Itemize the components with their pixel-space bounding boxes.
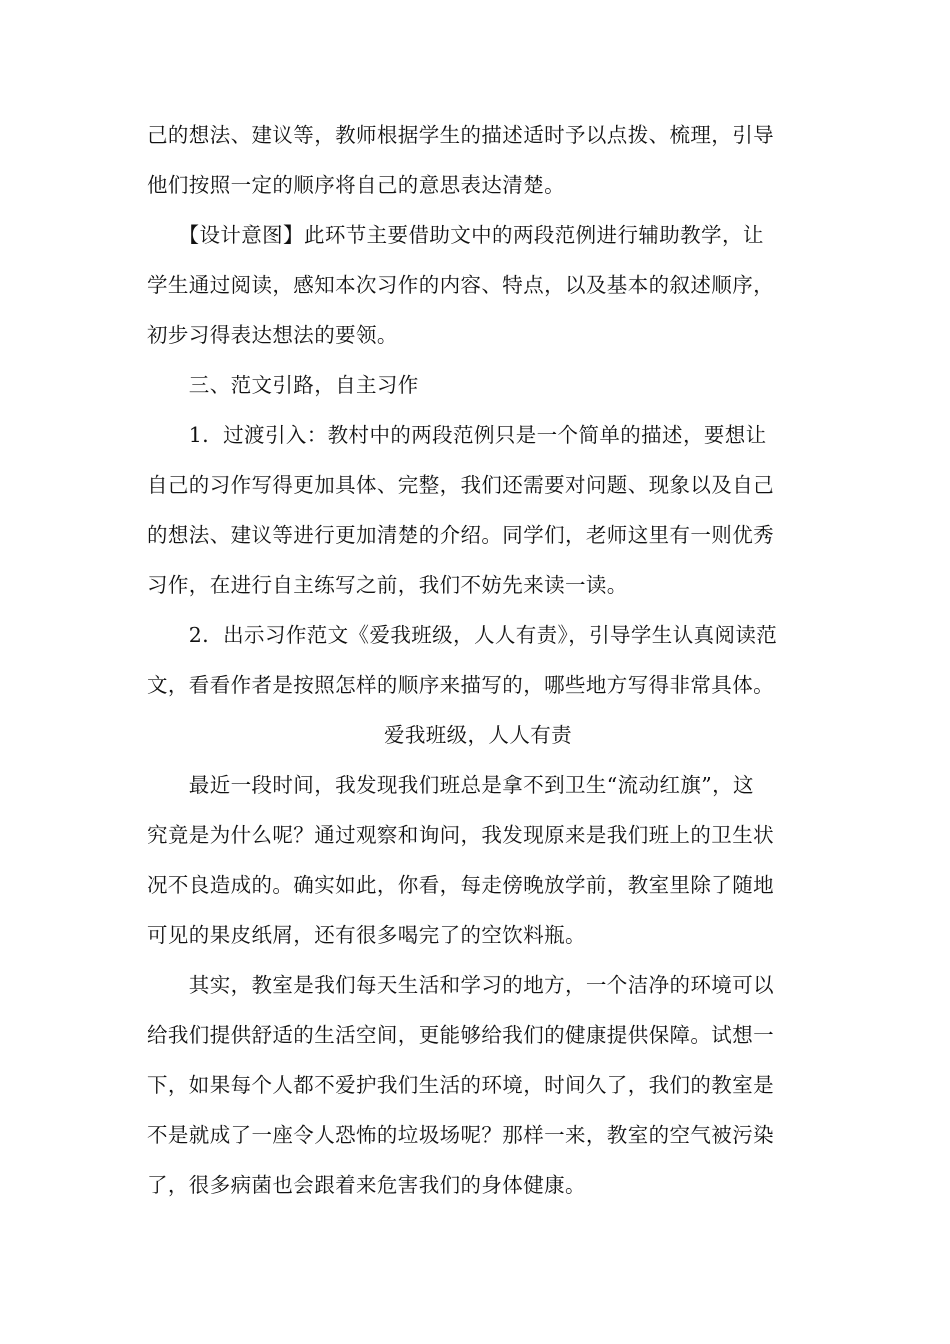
text-line: 不是就成了一座令人恐怖的垃圾场呢？那样一来，教室的空气被污染	[147, 1123, 774, 1147]
text-line: 习作，在进行自主练写之前，我们不妨先来读一读。	[147, 573, 628, 597]
text-line: 文，看看作者是按照怎样的顺序来描写的，哪些地方写得非常具体。	[147, 673, 774, 697]
text-line: 2．出示习作范文《爱我班级，人人有责》，引导学生认真阅读范	[147, 623, 778, 647]
section-heading: 三、范文引路，自主习作	[147, 373, 419, 397]
text-line: 己的想法、建议等，教师根据学生的描述适时予以点拨、梳理，引导	[147, 123, 774, 147]
text-line: 【设计意图】此环节主要借助文中的两段范例进行辅助教学，让	[147, 223, 764, 247]
text-line: 初步习得表达想法的要领。	[147, 323, 398, 347]
body-text	[147, 110, 809, 1210]
text-line: 其实，教室是我们每天生活和学习的地方，一个洁净的环境可以	[147, 973, 774, 997]
text-line: 可见的果皮纸屑，还有很多喝完了的空饮料瓶。	[147, 923, 586, 947]
text-line: 自己的习作写得更加具体、完整，我们还需要对问题、现象以及自己	[147, 473, 774, 497]
text-line: 最近一段时间，我发现我们班总是拿不到卫生“流动红旗”，这	[147, 773, 754, 797]
text-line: 给我们提供舒适的生活空间，更能够给我们的健康提供保障。试想一	[147, 1023, 774, 1047]
text-line: 究竟是为什么呢？通过观察和询问，我发现原来是我们班上的卫生状	[147, 823, 774, 847]
text-line: 况不良造成的。确实如此，你看，每走傍晚放学前，教室里除了随地	[147, 873, 774, 897]
text-line: 的想法、建议等进行更加清楚的介绍。同学们，老师这里有一则优秀	[147, 523, 774, 547]
text-line: 他们按照一定的顺序将自己的意思表达清楚。	[147, 173, 565, 197]
text-line: 了，很多病菌也会跟着来危害我们的身体健康。	[147, 1173, 586, 1197]
text-line: 学生通过阅读，感知本次习作的内容、特点，以及基本的叙述顺序，	[147, 273, 774, 297]
essay-title: 爱我班级，人人有责	[383, 723, 573, 747]
text-line: 1．过渡引入：教村中的两段范例只是一个简单的描述，要想让	[147, 423, 767, 447]
text-line: 下，如果每个人都不爱护我们生活的环境，时间久了，我们的教室是	[147, 1073, 774, 1097]
